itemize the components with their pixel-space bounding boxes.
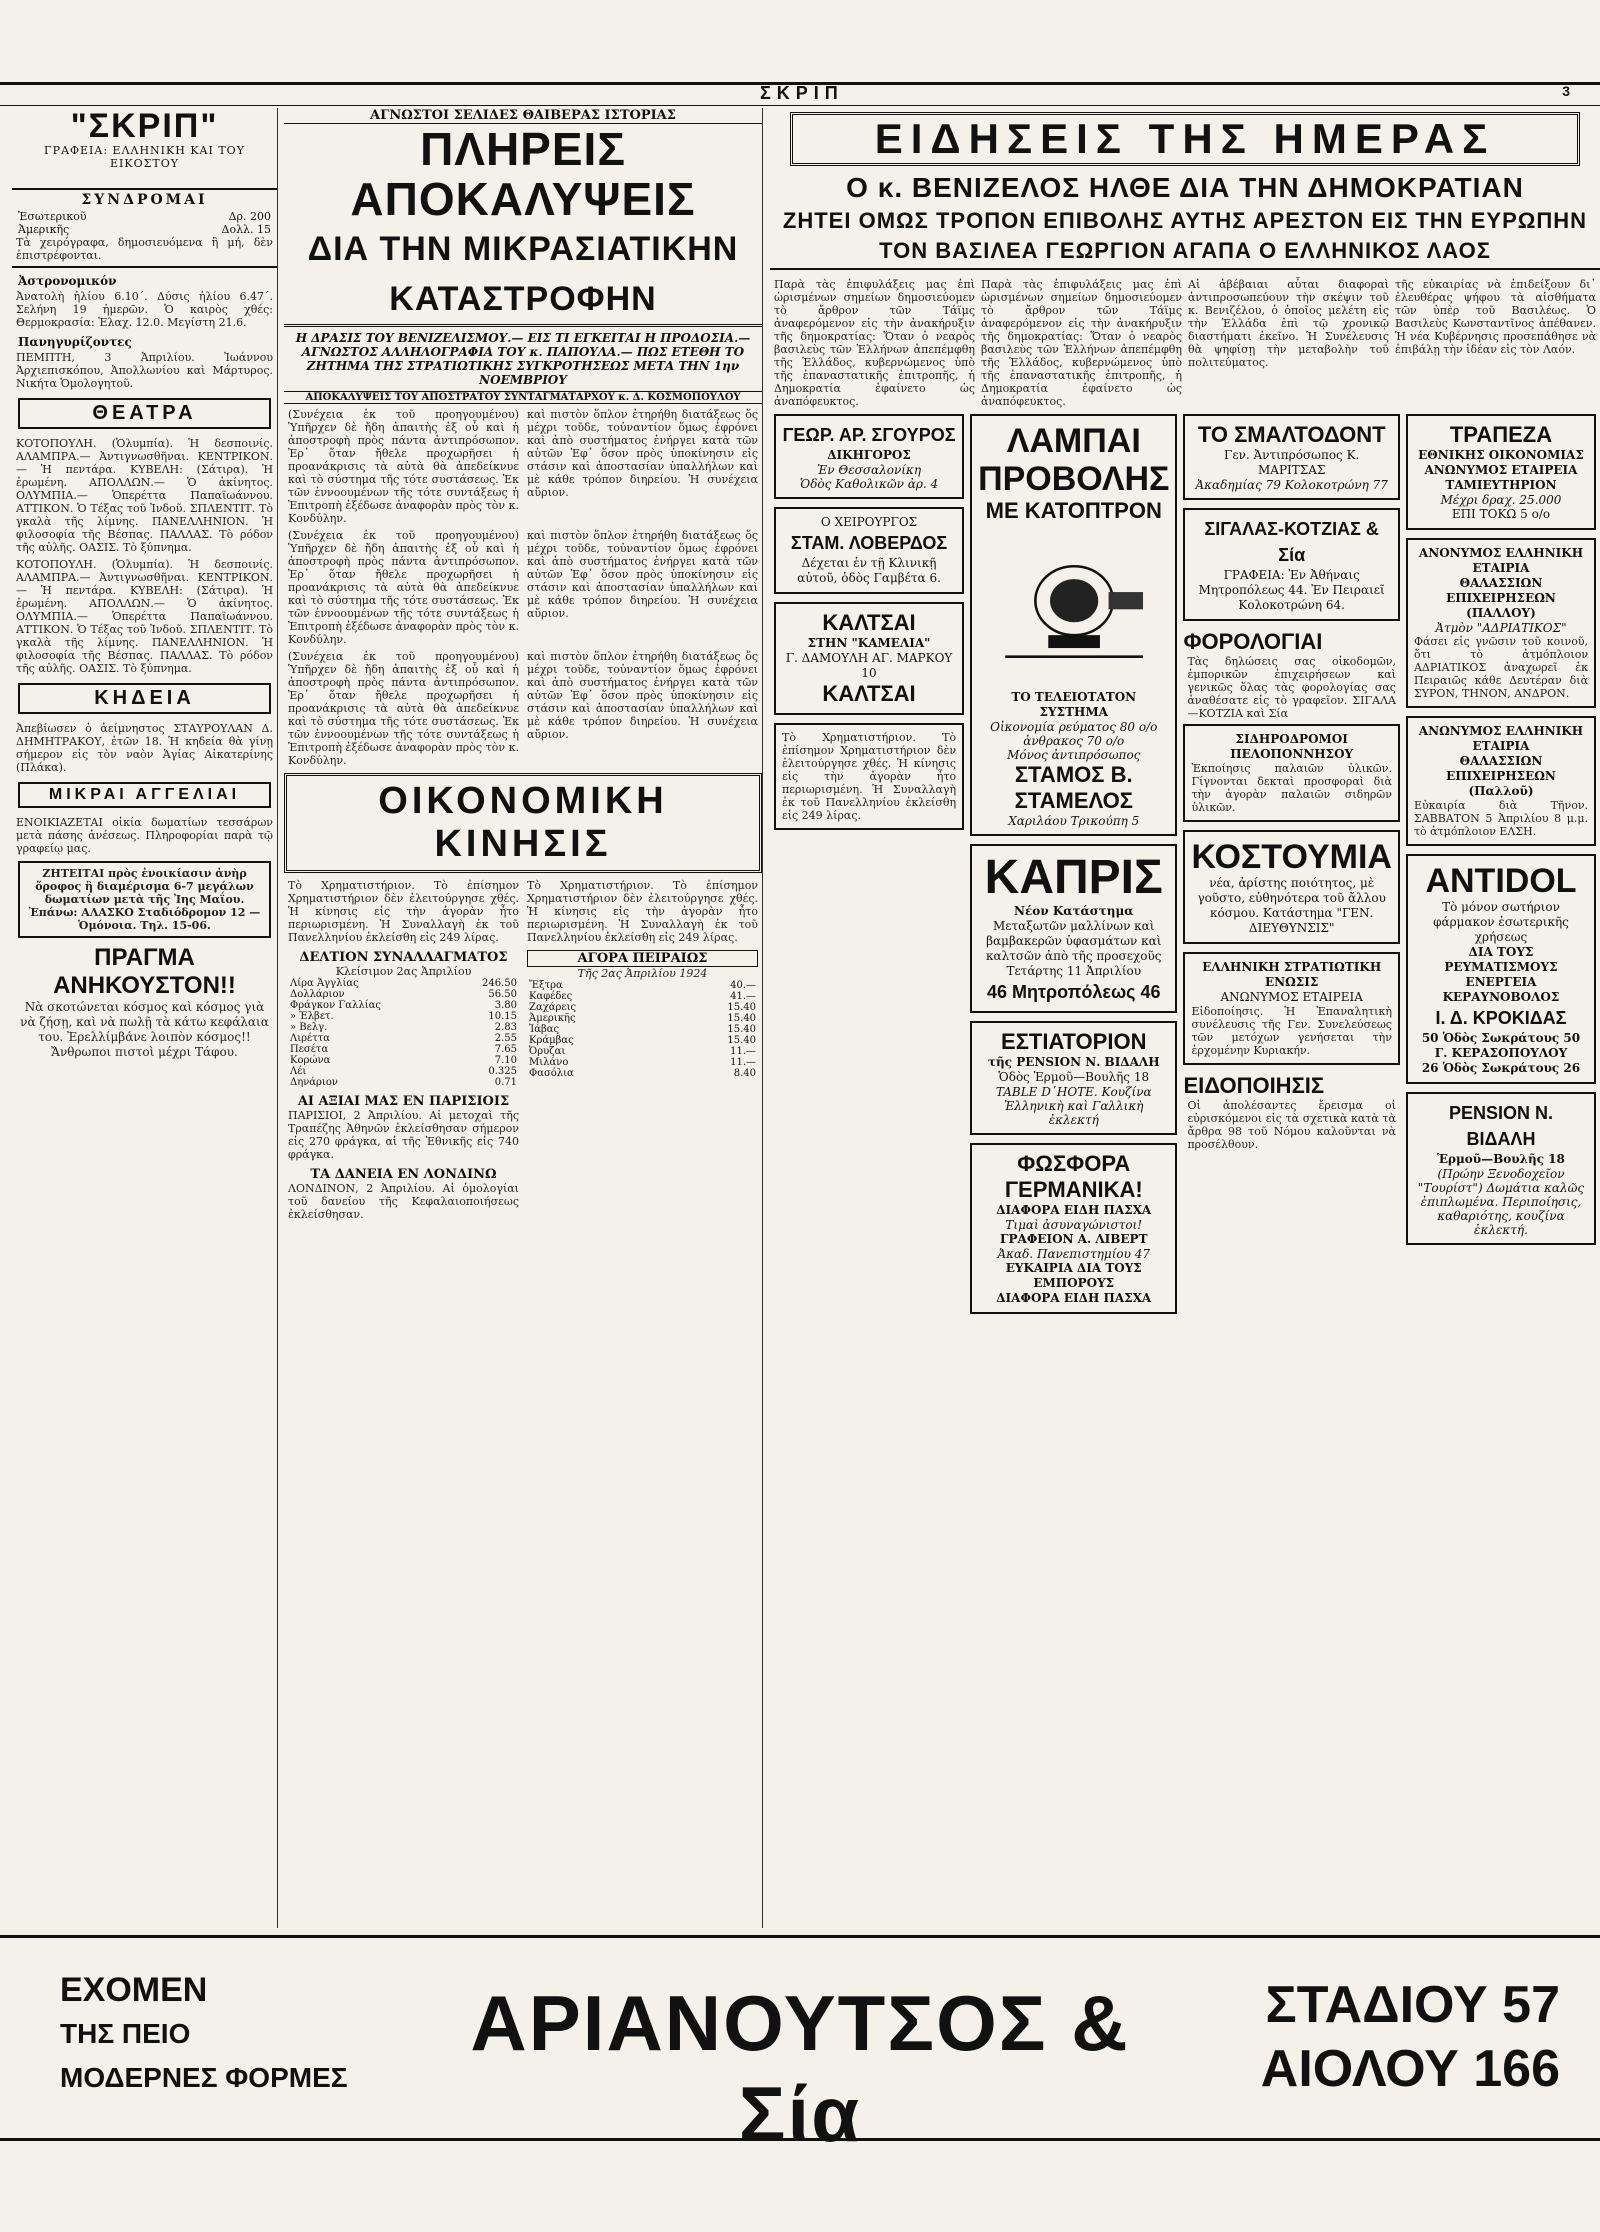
page-number: 3 (1562, 83, 1570, 99)
london-title: ΤΑ ΔΑΝΕΙΑ ΕΝ ΛΟΝΔΙΝΩ (310, 1167, 497, 1182)
theatres-text: ΚΟΤΟΠΟΥΛΗ. (Ὁλυμπία). Ἡ δεσποινίς. ΑΛΑΜΠΡΑ.— Ἀντιγνωσθῆναι. ΚΕΝΤΡΙΚΟΝ.— Ἡ πεντάρα. ΚΥΒΕΛΗ: (Σάτιρα). Ἡ ἐρωμένη. ΑΠΟΛΛΩΝ.— Ὁ ἀκίνητος. ΟΛΥΜΠΙΑ.— Ὁπερέττα Παπαϊωάννου. ΑΤΤΙΚΟΝ. Ὁ Τέξας τοῦ Ἰνδοῦ. ΣΠΛΕΝΤΙΤ. Τὸ γκαλὰ τῆς λίμνης. ΠΑΝΕΛΛΗΝΙΟΝ. Ἡ φιλοσοφία τῆς Βέσπας. ΠΑΛΛΑΣ. Τὸ ρόδον τῆς αὐλῆς. ΟΑΣΙΣ. Τὸ ξύπνημα. (16, 437, 273, 554)
table-row: Λίρα Ἀγγλίας 246.50 (290, 978, 517, 989)
economy-heading: ΟΙΚΟΝΟΜΙΚΗ ΚΙΝΗΣΙΣ (284, 773, 762, 873)
almanac-text: Ἀνατολὴ ἡλίου 6.10΄. Δύσις ἡλίου 6.47΄. Σελήνη 19 ἡμερῶν. Ὁ καιρὸς χθές: Θερμοκρασία: Ἐλαχ. 12.0. Μεγίστη 21.6. (16, 290, 273, 329)
antidol-line-3: ΕΝΕΡΓΕΙΑ ΚΕΡΑΥΝΟΒΟΛΟΣ (1442, 975, 1560, 1004)
article-headline-2: ΔΙΑ ΤΗΝ ΜΙΚΡΑΣΙΑΤΙΚΗΝ ΚΑΤΑΣΤΡΟΦΗΝ (284, 224, 762, 327)
table-row: Ζαχάρεις 15.40 (529, 1002, 756, 1013)
antidol-line-1: Τὸ μόνον σωτήριον φάρμακον ἐσωτερικῆς χρήσεως (1433, 900, 1569, 944)
surgeon-text: Δέχεται ἐν τῇ Κλινικῇ αὐτοῦ, ὁδὸς Γαμβέτα 6. (797, 556, 941, 585)
table-row: Κράμβας 15.40 (529, 1035, 756, 1046)
article-body-right: καὶ πιστὸν ὅπλον ἐτηρήθη διατάξεως ὅς μέχρι τοῦδε, τοὐναντίον ὅμως ἐφρόνει καὶ ἀπὸ συστήματος ἐνήργει κατὰ τῶν αὐτῶν Ἐφ᾽ ὅσον πρὸς ὑποκίνησιν εἰς στάσιν καὶ ἀποστασίαν ὑπαλλήλων καὶ μὲ κάθε τρόπον διηρείου. Ἡ συνέχεια αὔριον. (527, 408, 758, 499)
article-body-cont (288, 529, 758, 646)
market-date: Τῆς 2ας Ἀπριλίου 1924 (577, 967, 708, 980)
article-body (288, 408, 758, 525)
paper-title-box (12, 108, 277, 190)
table-row: Δολλάριον 56.50 (290, 989, 517, 1000)
lamp-brand: ΣΤΑΜΟΣ Β. ΣΤΑΜΕΛΟΣ (1014, 762, 1133, 813)
pension-address: Ἑρμοῦ—Βουλῆς 18 (1437, 1152, 1565, 1166)
article-deck: Η ΔΡΑΣΙΣ ΤΟΥ ΒΕΝΙΖΕΛΙΣΜΟΥ.— ΕΙΣ ΤΙ ΕΓΚΕΙΤΑΙ Η ΠΡΟΔΟΣΙΑ.— ΑΓΝΩΣΤΟΣ ΑΛΛΗΛΟΓΡΑΦΙΑ ΤΟΥ κ. ΠΑΠΟΥΛΑ.— ΠΩΣ ΕΤΕΘΗ ΤΟ ΖΗΤΗΜΑ ΤΗΣ ΣΤΡΑΤΙΩΤΙΚΗΣ ΣΥΓΚΡΟΤΗΣΕΩΣ ΜΕΤΑ ΤΗΝ 1ην ΝΟΕΜΒΡΙΟΥ (295, 331, 751, 387)
table-row: Δηνάριον 0.71 (290, 1077, 517, 1088)
market-title: ΑΓΟΡΑ ΠΕΙΡΑΙΩΣ (527, 950, 758, 967)
army-ad (1183, 952, 1400, 1065)
table-row: Ἔξτρα 40.— (529, 980, 756, 991)
ship2-ad (1406, 716, 1596, 846)
article-body-cont2 (288, 650, 758, 767)
bank-line-5: ΕΠΙ ΤΟΚΩ 5 ο/ο (1451, 507, 1551, 521)
ads-col-d (1406, 414, 1596, 1322)
page-masthead (0, 82, 1600, 106)
antidol-line-6: Γ. ΚΕΡΑΣΟΠΟΥΛΟΥ (1434, 1046, 1568, 1060)
rate-value: Δρ. 200 (228, 210, 271, 223)
column-right (770, 108, 1600, 1928)
london-text: ΛΟΝΔΙΝΟΝ, 2 Ἀπριλίου. Αἱ ὁμολογίαι τοῦ δανείου τῆς Κεφαλαιοποιήσεως ἐκλείσθησαν. (288, 1182, 519, 1221)
lamp-line-2: Οἰκονομία ρεύματος 80 ο/ο (990, 720, 1158, 734)
table-row: Ἰάβας 15.40 (529, 1024, 756, 1035)
funerals-heading: ΚΗΔΕΙΑ (18, 683, 271, 714)
almanac-title: Ἀστρονομικόν (18, 274, 117, 288)
matches-line-4: Ἀκαδ. Πανεπιστημίου 47 (997, 1247, 1151, 1261)
kapris-sub: Νέον Κατάστημα (1014, 904, 1134, 918)
antidol-title: ANTIDOL (1425, 862, 1577, 900)
matches-line-6: ΔΙΑΦΟΡΑ ΕΙΔΗ ΠΑΣΧΑ (996, 1291, 1152, 1305)
insurance-ad (1183, 508, 1400, 621)
events-text: ΠΕΜΠΤΗ, 3 Ἀπριλίου. Ἰωάννου Ἀρχιεπισκόπου, Ἀπολλωνίου καὶ Μάρτυρος. Νικήτα Ὁμολογητοῦ. (16, 351, 273, 390)
economy-left (288, 879, 519, 1221)
restaurant-address: Ὁδὸς Ἑρμοῦ—Βουλῆς 18 (998, 1070, 1150, 1084)
ship1-title: ΑΝΟΝΥΜΟΣ ΕΛΛΗΝΙΚΗ ΕΤΑΙΡΙΑ (1418, 546, 1584, 575)
bank-line-2: ΑΝΩΝΥΜΟΣ ΕΤΑΙΡΕΙΑ (1424, 463, 1578, 477)
socks-line-1: ΚΑΛΤΣΑΙ (822, 610, 916, 635)
railway-ad (1183, 724, 1400, 822)
footer-brand: ΑΡΙΑΝΟΥΤΣΟΣ & Σία (470, 1979, 1130, 2158)
paris-text: ΠΑΡΙΣΙΟΙ, 2 Ἀπριλίου. Αἱ μετοχαὶ τῆς Τραπέζης Ἀθηνῶν ἐκλείσθησαν σήμερον εἰς 270 φράγκα, αἱ τῆς Ἐθνικῆς εἰς 740 φράγκα. (288, 1109, 519, 1161)
news-headline-1: Ο κ. ΒΕΝΙΖΕΛΟΣ ΗΛΘΕ ΔΙΑ ΤΗΝ ΔΗΜΟΚΡΑΤΙΑΝ (846, 172, 1524, 203)
socks-ad (774, 602, 964, 715)
emerald-title: ΤΟ ΣΜΑΛΤΟΔΟΝΤ (1197, 422, 1386, 447)
costumes-text: νέα, ἀρίστης ποιότητος, μὲ γοῦστο, εὐθηνότερα τοῦ ἄλλου κόσμου. Κατάστημα "ΓΕΝ. ΔΙΕΥΘΥΝΣΙΣ" (1197, 876, 1386, 935)
news-headline-2: ΖΗΤΕΙ ΟΜΩΣ ΤΡΟΠΟΝ ΕΠΙΒΟΛΗΣ ΑΥΤΗΣ ΑΡΕΣΤΟΝ ΕΙΣ ΤΗΝ ΕΥΡΩΠΗΝ (782, 208, 1588, 233)
news-col-3: Αἱ ἀβέβαιαι αὗται διαφοραὶ ἀντιπροσωπεύουν τὴν σκέψιν τοῦ κ. Βενιζέλου, ὁ ὁποῖος μελέτη εἰς τὴν Ἑλλάδα ἐπὶ τῷ χρονικῷ διαστήματι ἐκεῖνο. Ἡ Συνέλευσις θὰ ψηφίσῃ τὴν μεταβολὴν τοῦ πολιτεύματος. (1188, 278, 1389, 369)
lamp-address: Χαριλάου Τρικούπη 5 (1008, 814, 1140, 828)
emerald-address: Ἀκαδημίας 79 Κολοκοτρώνη 77 (1195, 478, 1388, 492)
bank-ad (1406, 414, 1596, 530)
insurance-title: ΣΙΓΑΛΑΣ-ΚΟΤΖΙΑΣ & Σία (1204, 519, 1379, 565)
kapris-text: Μεταξωτῶν μαλλίνων καὶ βαμβακερῶν ὑφασμάτων καὶ καλτσῶν ἀπὸ τῆς προσεχοῦς Τετάρτης 11 Ἀπριλίου (986, 919, 1162, 978)
article-body-left-cont: (Συνέχεια ἐκ τοῦ προηγουμένου) Ὑπῆρχεν δὲ ἤδη ἀπαιτὴς ἐξ οὗ καὶ ἡ ἀποστροφὴ πρὸς πάντα ἀντιπρόσωπον. Ἐρ᾽ ὅταν ἤθελε προχωρῆσει ἡ προανάκρισις τὰ αὐτὰ θὰ ἀπεδείκνυε καὶ τὸ σύστημα τῆς τότε συστάσεως. Ἐκ τῶν ἐννοουμένων τῆς τότε συντάξεως ἡ Ἐπιτροπὴ ἐξέδωσε ἀναφορὰν πρὸς τὸν κ. Κονδύλην. (288, 529, 519, 646)
lawyer-ad (774, 414, 964, 499)
market-table (527, 980, 758, 1079)
news-col-4: τῆς εὐκαιρίας νὰ ἐπιδείξουν δι᾽ ἐλευθέρας ψήφου τὰ αἰσθήματα τῶν ὑπὲρ τοῦ Βασιλέως. Ὁ Βασιλεὺς Κωνσταντῖνος ἀπέθανεν. Ἡ νέα Κυβέρνησις προσεπάθησε νὰ ἐπιβάλῃ τὴν ἰδέαν εἰς τὸν Λαόν. (1395, 278, 1596, 356)
ship1-ad (1406, 538, 1596, 708)
antidol-ad (1406, 854, 1596, 1084)
manuscripts-note: Τὰ χειρόγραφα, δημοσιευόμενα ἢ μή, δὲν ἐπιστρέφονται. (16, 236, 273, 262)
projector-lamp-icon (988, 530, 1160, 680)
article-body-left: (Συνέχεια ἐκ τοῦ προηγουμένου) Ὑπῆρχεν δὲ ἤδη ἀπαιτὴς ἐξ οὗ καὶ ἡ ἀποστροφὴ πρὸς πάντα ἀντιπρόσωπον. Ἐρ᾽ ὅταν ἤθελε προχωρῆσει ἡ προανάκρισις τὰ αὐτὰ θὰ ἀπεδείκνυε καὶ τὸ σύστημα τῆς τότε συστάσεως. Ἐκ τῶν ἐννοουμένων τῆς τότε συντάξεως ἡ Ἐπιτροπὴ ἐξέδωσε ἀναφορὰν πρὸς τὸν κ. Κονδύλην. (288, 408, 519, 525)
bank-line-1: ΕΘΝΙΚΗΣ ΟΙΚΟΝΟΜΙΑΣ (1418, 448, 1584, 462)
army-title: ΕΛΛΗΝΙΚΗ ΣΤΡΑΤΙΩΤΙΚΗ ΕΝΩΣΙΣ (1202, 960, 1382, 989)
news-headline-3: ΤΟΝ ΒΑΣΙΛΕΑ ΓΕΩΡΓΙΟΝ ΑΓΑΠΑ Ο ΕΛΛΗΝΙΚΟΣ ΛΑΟΣ (770, 238, 1600, 270)
ship2-sub: ΘΑΛΑΣΣΙΩΝ ΕΠΙΧΕΙΡΗΣΕΩΝ (Παλλοῦ) (1446, 754, 1556, 798)
ship2-text: Εὐκαιρία διὰ Τῆνον. ΣΑΒΒΑΤΟΝ 5 Ἀπριλίου 8 μ.μ. τὸ ἀτμόπλοιον ΕΛΣΗ. (1413, 799, 1589, 838)
footer-left-1: ΕΧΟΜΕΝ (60, 1971, 208, 2009)
rate-label: Ἐσωτερικοῦ (18, 210, 87, 223)
article-body-right-cont2: καὶ πιστὸν ὅπλον ἐτηρήθη διατάξεως ὅς μέχρι τοῦδε, τοὐναντίον ὅμως ἐφρόνει καὶ ἀπὸ συστήματος ἐνήργει κατὰ τῶν αὐτῶν Ἐφ᾽ ὅσον πρὸς ὑποκίνησιν εἰς στάσιν καὶ ἀποστασίαν ὑπαλλήλων καὶ μὲ κάθε τρόπον διηρείου. Ἡ συνέχεια αὔριον. (527, 650, 758, 741)
table-row: Κορώνα 7.10 (290, 1055, 517, 1066)
lamp-ad (970, 414, 1177, 836)
news-body (774, 278, 1596, 408)
lamp-subtitle: ΜΕ ΚΑΤΟΠΤΡΟΝ (985, 498, 1162, 523)
matches-line-2: Τιμαὶ ἀσυναγώνιστοι! (1005, 1218, 1143, 1232)
matches-line-5: ΕΥΚΑΙΡΙΑ ΔΙΑ ΤΟΥΣ ΕΜΠΟΡΟΥΣ (1005, 1261, 1142, 1290)
lawyer-city: Ἐν Θεσσαλονίκη (817, 463, 922, 477)
table-row: Μιλάνο 11.— (529, 1057, 756, 1068)
insurance-text: ΓΡΑΦΕΙΑ: Ἐν Ἀθήναις Μητροπόλεως 44. Ἐν Πειραιεῖ Κολοκοτρώνη 64. (1198, 568, 1385, 612)
bank-title: ΤΡΑΠΕΖΑ (1449, 422, 1553, 447)
table-row: Πεσέτα 7.65 (290, 1044, 517, 1055)
wanted-ad (18, 861, 271, 938)
lamp-title: ΛΑΜΠΑΙ ΠΡΟΒΟΛΗΣ (978, 422, 1170, 498)
pension-ad (1406, 1092, 1596, 1245)
lamp-line-1: ΤΟ ΤΕΛΕΙΟΤΑΤΟΝ ΣΥΣΤΗΜΑ (1011, 690, 1137, 719)
ads-col-c (1183, 414, 1400, 1322)
lawyer-name: ΓΕΩΡ. ΑΡ. ΣΓΟΥΡΟΣ (782, 425, 956, 445)
unheard-title: ΠΡΑΓΜΑ ΑΝΗΚΟΥΣΤΟΝ!! (53, 944, 236, 999)
surgeon-label: Ο ΧΕΙΡΟΥΡΓΟΣ (820, 515, 918, 529)
economy-section (288, 879, 758, 1221)
surgeon-ad (774, 507, 964, 594)
economy-text: Τὸ Χρηματιστήριον. Τὸ ἐπίσημον Χρηματιστήριον δὲν ἐλειτούργησε χθές. Ἡ κίνησις εἰς τὴν ἀγορὰν ἦτο περιωρισμένη. Ἡ Συναλλαγὴ ἐκ τοῦ Πανελληνίου ἐκλείσθη εἰς 249 λίρας. (288, 879, 519, 944)
exchange-title: ΔΕΛΤΙΟΝ ΣΥΝΑΛΛΑΓΜΑΤΟΣ (299, 950, 508, 965)
antidol-line-2: ΔΙΑ ΤΟΥΣ ΡΕΥΜΑΤΙΣΜΟΥΣ (1444, 945, 1558, 974)
emerald-text: Γεν. Ἀντιπρόσωπος Κ. ΜΑΡΙΤΣΑΣ (1224, 448, 1360, 477)
ads-col-b (970, 414, 1177, 1322)
footer-address-1: ΣΤΑΔΙΟΥ 57 (1265, 1976, 1560, 2034)
kapris-title: ΚΑΠΡΙΣ (984, 851, 1163, 904)
paris-title: ΑΙ ΑΞΙΑΙ ΜΑΣ ΕΝ ΠΑΡΙΣΙΟΙΣ (297, 1094, 510, 1109)
socks-line-3: Γ. ΔΑΜΟΥΛΗ ΑΓ. ΜΑΡΚΟΥ 10 (785, 651, 953, 680)
antidol-line-7: 26 Ὁδὸς Σωκράτους 26 (1421, 1061, 1581, 1075)
small-ads-heading: ΜΙΚΡΑΙ ΑΓΓΕΛΙΑΙ (18, 782, 271, 808)
exchange-table (288, 978, 519, 1088)
paper-subtitle: ΓΡΑΦΕΙΑ: ΕΛΛΗΝΙΚΗ ΚΑΙ ΤΟΥ ΕΙΚΟΣΤΟΥ (44, 144, 245, 170)
ship1-sub: ΘΑΛΑΣΣΙΩΝ ΕΠΙΧΕΙΡΗΣΕΩΝ (ΠΑΛΛΟΥ) (1446, 576, 1556, 620)
column-middle (284, 108, 763, 1928)
restaurant-title: ΕΣΤΙΑΤΟΡΙΟΝ (1001, 1029, 1147, 1054)
market-note-ad (774, 723, 964, 830)
divider (12, 266, 277, 268)
paper-name: ΣΚΡΙΠ (760, 83, 844, 103)
footer-left-3: ΜΟΔΕΡΝΕΣ ΦΟΡΜΕΣ (60, 2062, 348, 2093)
article-body-left-cont2: (Συνέχεια ἐκ τοῦ προηγουμένου) Ὑπῆρχεν δὲ ἤδη ἀπαιτὴς ἐξ οὗ καὶ ἡ ἀποστροφὴ πρὸς πάντα ἀντιπρόσωπον. Ἐρ᾽ ὅταν ἤθελε προχωρῆσει ἡ προανάκρισις τὰ αὐτὰ θὰ ἀπεδείκνυε καὶ τὸ σύστημα τῆς τότε συστάσεως. Ἐκ τῶν ἐννοουμένων τῆς τότε συντάξεως ἡ Ἐπιτροπὴ ἐξέδωσε ἀναφορὰν πρὸς τὸν κ. Κονδύλην. (288, 650, 519, 767)
restaurant-text: TABLE D᾽HOTE. Κουζίνα Ἑλληνικὴ καὶ Γαλλικὴ ἐκλεκτή (995, 1085, 1152, 1127)
paper-title: "ΣΚΡΙΠ" (70, 108, 219, 145)
footer-left-2: ΤΗΣ ΠΕΙΟ (60, 2018, 191, 2049)
table-row: Φράγκον Γαλλίας 3.80 (290, 1000, 517, 1011)
lawyer-title: ΔΙΚΗΓΟΡΟΣ (827, 448, 911, 462)
army-sub: ΑΝΩΝΥΜΟΣ ΕΤΑΙΡΕΙΑ (1220, 990, 1363, 1004)
exchange-date: Κλείσιμον 2ας Ἀπριλίου (335, 965, 472, 978)
kapris-ad (970, 844, 1177, 1013)
wanted-text: ΖΗΤΕΙΤΑΙ πρὸς ἐνοικίασιν ἀνὴρ ὅροφος ἢ διαμέρισμα 6-7 μεγάλων δωματίων μετὰ τῆς Ἰης Μαΐου. Ἐπάνω: ΑΛΑΣΚΟ Σταδιόδρομον 12 — Ὁμόνοια. Τηλ. 15-06. (28, 867, 261, 932)
antidol-line-5: 50 Ὁδὸς Σωκράτους 50 (1421, 1031, 1581, 1045)
railway-title: ΣΙΔΗΡΟΔΡΟΜΟΙ ΠΕΛΟΠΟΝΝΗΣΟΥ (1230, 732, 1354, 761)
table-row: Λέι 0.325 (290, 1066, 517, 1077)
ship2-title: ΑΝΩΝΥΜΟΣ ΕΛΛΗΝΙΚΗ ΕΤΑΙΡΙΑ (1418, 724, 1584, 753)
matches-line-1: ΔΙΑΦΟΡΑ ΕΙΔΗ ΠΑΣΧΑ (996, 1203, 1152, 1217)
socks-line-2: ΣΤΗΝ "ΚΑΜΕΛΙΑ" (807, 636, 931, 650)
pension-text: (Πρώην Ξενοδοχεῖον "Τουρίστ") Δωμάτια καλῶς ἐπιπλωμένα. Περιποίησις, καθαριότης, κουζίνα ἐκλεκτή. (1417, 1167, 1585, 1237)
ship1-text: Φάσει εἰς γνῶσιν τοῦ κοινοῦ, ὅτι τὸ ἀτμόπλοιον ΑΔΡΙΑΤΙΚΟΣ ἀναχωρεῖ ἐκ Πειραιῶς κάθε Δευτέραν διὰ ΣΥΡΟΝ, ΤΗΝΟΝ, ΑΝΔΡΟΝ. (1413, 635, 1589, 700)
matches-title: ΦΩΣΦΟΡΑ ΓΕΡΜΑΝΙΚΑ! (1004, 1151, 1143, 1202)
article-body-right-cont: καὶ πιστὸν ὅπλον ἐτηρήθη διατάξεως ὅς μέχρι τοῦδε, τοὐναντίον ὅμως ἐφρόνει καὶ ἀπὸ συστήματος ἐνήργει κατὰ τῶν αὐτῶν Ἐφ᾽ ὅσον πρὸς ὑποκίνησιν εἰς στάσιν καὶ ἀποστασίαν ὑπαλλήλων καὶ μὲ κάθε τρόπον διηρείου. Ἡ συνέχεια αὔριον. (527, 529, 758, 620)
theatres-text-extra: ΚΟΤΟΠΟΥΛΗ. (Ὁλυμπία). Ἡ δεσποινίς. ΑΛΑΜΠΡΑ.— Ἀντιγνωσθῆναι. ΚΕΝΤΡΙΚΟΝ.— Ἡ πεντάρα. ΚΥΒΕΛΗ: (Σάτιρα). Ἡ ἐρωμένη. ΑΠΟΛΛΩΝ.— Ὁ ἀκίνητος. ΟΛΥΜΠΙΑ.— Ὁπερέττα Παπαϊωάννου. ΑΤΤΙΚΟΝ. Ὁ Τέξας τοῦ Ἰνδοῦ. ΣΠΛΕΝΤΙΤ. Τὸ γκαλὰ τῆς λίμνης. ΠΑΝΕΛΛΗΝΙΟΝ. Ἡ φιλοσοφία τῆς Βέσπας. ΠΑΛΛΑΣ. Τὸ ρόδον τῆς αὐλῆς. ΟΑΣΙΣ. Τὸ ξύπνημα. (16, 558, 273, 675)
ship1-ship: Ἀτμὸν "ΑΔΡΙΑΤΙΚΟΣ" (1435, 621, 1567, 635)
theatres-heading: ΘΕΑΤΡΑ (18, 398, 271, 429)
table-row: Λιρέττα 2.55 (290, 1033, 517, 1044)
costumes-ad (1183, 830, 1400, 944)
matches-ad (970, 1143, 1177, 1314)
lamp-line-3: ἀνθρακος 70 ο/ο (1023, 734, 1125, 748)
table-row: » Ἑλβετ. 10.15 (290, 1011, 517, 1022)
socks-line-4: ΚΑΛΤΣΑΙ (822, 681, 916, 706)
costumes-title: ΚΟΣΤΟΥΜΙΑ (1191, 838, 1392, 876)
news-col-2: Παρὰ τὰς ἐπιφυλάξεις μας ἐπὶ ὡρισμένων σημείων δημοσιεύομεν τὸ ἄρθρον τῶν Τάϊμς ἀναφερόμενον εἰς τὴν ἀνακήρυξιν τῆς δημοκρατίας: Ὅταν ὁ νεαρὸς βασιλεὺς τῶν Ἑλλήνων ἀπεπέμφθη τῆς Ἑλλάδος, κυβερνώμενος ὑπὸ τῆς ἐπαναστατικῆς ἐπιτροπῆς, ἡ Δημοκρατία ἐφαίνετο ὡς ἀναπόφευκτος. (981, 278, 1182, 408)
rate-label: Ἀμερικῆς (18, 223, 70, 236)
footer-left (60, 1968, 400, 2100)
pension-title: PENSION Ν. ΒΙΔΑΛΗ (1448, 1103, 1553, 1149)
article-headline-1: ΠΛΗΡΕΙΣ ΑΠΟΚΑΛΥΨΕΙΣ (350, 123, 696, 225)
column-left (12, 108, 278, 1928)
table-row: Καφέδες 41.— (529, 991, 756, 1002)
kapris-address: 46 Μητροπόλεως 46 (986, 982, 1161, 1002)
ads-col-a (774, 414, 964, 1322)
events-title: Πανηγυρίζοντες (18, 335, 132, 349)
funerals-text: Ἀπεβίωσεν ὁ ἀείμνηστος ΣΤΑΥΡΟΥΛΑΝ Δ. ΔΗΜΗΤΡΑΚΟΥ, ἐτῶν 18. Ἡ κηδεία θὰ γίνῃ σήμερον εἰς τὸν ναὸν Ἁγίας Αἰκατερίνης (Πλάκα). (16, 722, 273, 774)
table-row: Ἀμερικῆς 15.40 (529, 1013, 756, 1024)
subscription-rate-1 (18, 210, 271, 223)
table-row: Φασόλια 8.40 (529, 1068, 756, 1079)
footer-right (1180, 1973, 1560, 2101)
news-banner: ΕΙΔΗΣΕΙΣ ΤΗΣ ΗΜΕΡΑΣ (790, 112, 1580, 166)
matches-line-3: ΓΡΑΦΕΙΟΝ Α. ΛΙΒΕΡΤ (1000, 1232, 1148, 1246)
notice-text: Οἱ ἀπολέσαντες ἔρεισμα οἱ εὑρισκόμενοι εἰς τὰ σχετικὰ κατὰ τὰ ἄρθρα 98 τοῦ Νόμου καλοῦνται νὰ προσέλθουν. (1187, 1099, 1396, 1151)
article-kicker: ΑΓΝΩΣΤΟΙ ΣΕΛΙΔΕΣ ΘΑΙΒΕΡΑΣ ΙΣΤΟΡΙΑΣ (284, 108, 762, 124)
ads-grid (774, 414, 1596, 1322)
army-text: Εἰδοποίησις. Ἡ Ἐπαναλητικὴ συνέλευσις τῆς Γεν. Συνελεύσεως τῶν μετόχων γενήσεται τὴν ἐρχομένην Κυριακήν. (1191, 1005, 1392, 1057)
small-ads-text: ΕΝΟΙΚΙΑΖΕΤΑΙ οἰκία δωματίων τεσσάρων μετὰ πάσης ἀνέσεως. Πληροφορίαι παρὰ τῷ γραφείῳ μας. (16, 816, 273, 855)
emerald-ad (1183, 414, 1400, 500)
lawyer-address: Ὁδὸς Καθολικῶν ἀρ. 4 (799, 477, 939, 491)
table-row: Ὀρυζαι 11.— (529, 1046, 756, 1057)
economy-right (527, 879, 758, 1221)
restaurant-name: τῆς PENSION Ν. ΒΙΔΑΛΗ (987, 1055, 1160, 1069)
footer-advert (0, 1935, 1600, 2158)
market-note: Τὸ Χρηματιστήριον. Τὸ ἐπίσημον Χρηματιστήριον δὲν ἐλειτούργησε χθές. Ἡ κίνησις εἰς τὴν ἀγορὰν ἦτο περιωρισμένη. Ἡ Συναλλαγὴ ἐκ τοῦ Πανελληνίου ἐκλείσθη εἰς 249 λίρας. (782, 731, 957, 822)
tax-title: ΦΟΡΟΛΟΓΙΑΙ (1183, 629, 1323, 654)
restaurant-ad (970, 1021, 1177, 1135)
bank-line-4: Μέχρι δραχ. 25.000 (1440, 493, 1562, 507)
bank-line-3: ΤΑΜΙΕΥΤΗΡΙΟΝ (1445, 478, 1557, 492)
article-byline: ΑΠΟΚΑΛΥΨΕΙΣ ΤΟΥ ΑΠΟΣΤΡΑΤΟΥ ΣΥΝΤΑΓΜΑΤΑΡΧΟΥ κ. Δ. ΚΟΣΜΟΠΟΥΛΟΥ (284, 391, 762, 404)
surgeon-name: ΣΤΑΜ. ΛΟΒΕΡΔΟΣ (790, 533, 948, 553)
subscriptions-heading: ΣΥΝΔΡΟΜΑΙ (81, 192, 208, 208)
table-row: » Βελγ. 2.83 (290, 1022, 517, 1033)
antidol-line-4: Ι. Δ. ΚΡΟΚΙΔΑΣ (1435, 1008, 1567, 1028)
footer-address-2: ΑΙΟΛΟΥ 166 (1260, 2040, 1560, 2098)
lamp-line-4: Μόνος ἀντιπρόσωπος (1007, 748, 1141, 762)
notice-title: ΕΙΔΟΠΟΙΗΣΙΣ (1183, 1073, 1325, 1098)
subscription-rate-2 (18, 223, 271, 236)
economy-text-2: Τὸ Χρηματιστήριον. Τὸ ἐπίσημον Χρηματιστήριον δὲν ἐλειτούργησε χθές. Ἡ κίνησις εἰς τὴν ἀγορὰν ἦτο περιωρισμένη. Ἡ Συναλλαγὴ ἐκ τοῦ Πανελληνίου ἐκλείσθη εἰς 249 λίρας. (527, 879, 758, 944)
rate-value: Δολλ. 15 (221, 223, 271, 236)
news-col-1: Παρὰ τὰς ἐπιφυλάξεις μας ἐπὶ ὡρισμένων σημείων δημοσιεύομεν τὸ ἄρθρον τῶν Τάϊμς ἀναφερόμενον εἰς τὴν ἀνακήρυξιν τῆς δημοκρατίας: Ὅταν ὁ νεαρὸς βασιλεὺς τῶν Ἑλλήνων ἀπεπέμφθη τῆς Ἑλλάδος, κυβερνώμενος ὑπὸ τῆς ἐπαναστατικῆς ἐπιτροπῆς, ἡ Δημοκρατία ἐφαίνετο ὡς ἀναπόφευκτος. (774, 278, 975, 408)
unheard-text: Νὰ σκοτώνεται κόσμος καὶ κόσμος γιὰ νὰ ζήσῃ, καὶ νὰ πωλῇ τὰ κάτω κεφάλαια του. Ἐρελλίμβάνε λοιπὸν κόσμος!! Ἄνθρωποι πιστοὶ μέχρι Τάφου. (20, 1000, 269, 1059)
railway-text: Ἐκποίησις παλαιῶν ὑλικῶν. Γίγνονται δεκταὶ προσφοραὶ διὰ τὴν ἀγορὰν παλαιῶν σιδηρῶν ὑλικῶν. (1191, 762, 1392, 814)
tax-text: Τὰς δηλώσεις σας οἰκοδομῶν, ἐμπορικῶν ἐπιχειρήσεων καὶ γενικῶς ὅλας τὰς φορολογίας σας ἀναθέσατε εἰς τὸ γραφεῖον. ΣΙΓΑΛΑ—ΚΟΤΖΙΑ καὶ Σία (1187, 655, 1396, 720)
